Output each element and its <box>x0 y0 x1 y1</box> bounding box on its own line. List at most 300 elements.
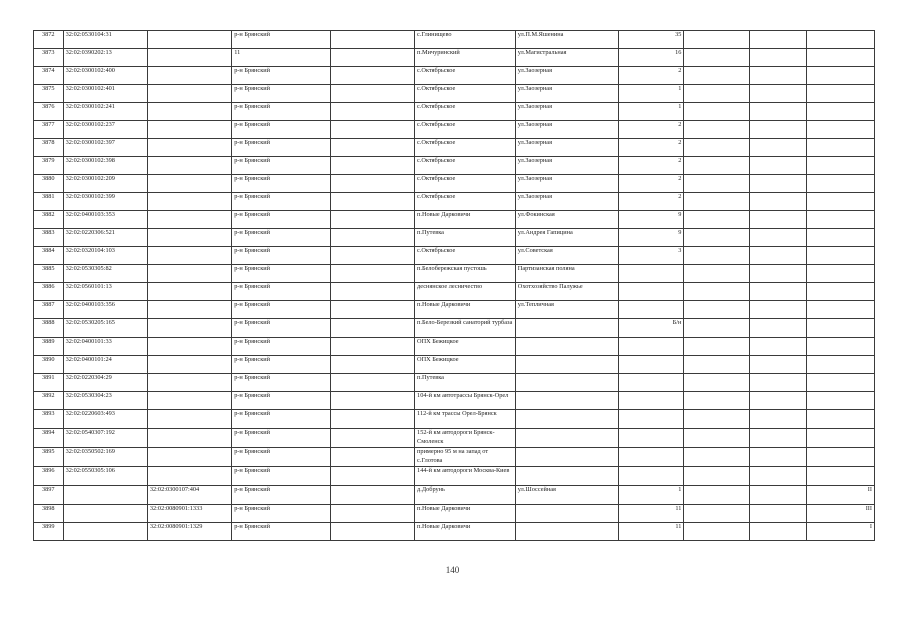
table-row <box>34 175 875 193</box>
extra-cell <box>807 157 875 175</box>
extra-cell <box>807 283 875 301</box>
street-cell: ул.Заозерная <box>515 67 618 85</box>
house-number-cell: Б/н <box>618 319 684 338</box>
cadastral-number-cell: 32:02:0530104:31 <box>63 31 147 49</box>
extra-cell <box>807 392 875 410</box>
extra-cell <box>807 467 875 486</box>
district-cell: р-н Брянский <box>232 374 331 392</box>
settlement-cell: ОПХ Бежицкое <box>415 338 516 356</box>
cadastral-number-alt-cell <box>147 121 231 139</box>
cadastral-number-alt-cell <box>147 392 231 410</box>
table-row <box>34 265 875 283</box>
street-cell <box>515 374 618 392</box>
blank-cell <box>684 103 750 121</box>
district-cell: р-н Брянский <box>232 448 331 467</box>
street-cell: ул.Заозерная <box>515 103 618 121</box>
blank-cell <box>750 229 807 247</box>
blank-cell <box>330 139 414 157</box>
cadastral-number-cell <box>63 523 147 541</box>
row-number-cell: 3878 <box>34 139 64 157</box>
district-cell: р-н Брянский <box>232 229 331 247</box>
cadastral-number-alt-cell <box>147 338 231 356</box>
settlement-cell: с.Октябрьское <box>415 103 516 121</box>
cadastral-number-cell: 32:02:0300102:400 <box>63 67 147 85</box>
district-cell: р-н Брянский <box>232 523 331 541</box>
house-number-cell: 2 <box>618 121 684 139</box>
district-cell: р-н Брянский <box>232 157 331 175</box>
blank-cell <box>330 85 414 103</box>
district-cell: р-н Брянский <box>232 121 331 139</box>
blank-cell <box>750 31 807 49</box>
house-number-cell: 1 <box>618 486 684 505</box>
street-cell <box>515 338 618 356</box>
blank-cell <box>330 410 414 429</box>
row-number-cell: 3898 <box>34 505 64 523</box>
blank-cell <box>684 31 750 49</box>
district-cell: р-н Брянский <box>232 283 331 301</box>
table-row <box>34 247 875 265</box>
blank-cell <box>330 338 414 356</box>
cadastral-number-cell: 32:02:0220304:29 <box>63 374 147 392</box>
blank-cell <box>330 49 414 67</box>
blank-cell <box>330 523 414 541</box>
extra-cell <box>807 247 875 265</box>
cadastral-number-cell: 32:02:0550305:106 <box>63 467 147 486</box>
blank-cell <box>684 467 750 486</box>
street-cell: ул.Андрея Гапицина <box>515 229 618 247</box>
street-cell: ул.П.М.Яшенина <box>515 31 618 49</box>
street-cell <box>515 505 618 523</box>
extra-cell <box>807 410 875 429</box>
extra-cell <box>807 103 875 121</box>
blank-cell <box>750 175 807 193</box>
house-number-cell <box>618 356 684 374</box>
extra-cell <box>807 356 875 374</box>
district-cell: р-н Брянский <box>232 247 331 265</box>
street-cell <box>515 448 618 467</box>
blank-cell <box>750 139 807 157</box>
street-cell <box>515 429 618 448</box>
cadastral-number-cell <box>63 505 147 523</box>
settlement-cell: п.Бело-Березкий санаторий турбаза <box>415 319 516 338</box>
house-number-cell <box>618 283 684 301</box>
extra-cell <box>807 85 875 103</box>
table-row <box>34 139 875 157</box>
blank-cell <box>684 392 750 410</box>
settlement-cell: п.Новые Дарковичи <box>415 523 516 541</box>
blank-cell <box>684 301 750 319</box>
cadastral-number-cell: 32:02:0400103:356 <box>63 301 147 319</box>
cadastral-number-cell: 32:02:0300102:397 <box>63 139 147 157</box>
row-number-cell: 3883 <box>34 229 64 247</box>
table-row <box>34 49 875 67</box>
blank-cell <box>330 175 414 193</box>
settlement-cell: с.Глинищево <box>415 31 516 49</box>
district-cell: р-н Брянский <box>232 103 331 121</box>
blank-cell <box>330 211 414 229</box>
blank-cell <box>684 356 750 374</box>
cadastral-number-alt-cell <box>147 448 231 467</box>
blank-cell <box>750 157 807 175</box>
cadastral-number-cell: 32:02:0300102:237 <box>63 121 147 139</box>
house-number-cell <box>618 301 684 319</box>
settlement-cell: 104-й км автотрассы Брянск-Орел <box>415 392 516 410</box>
street-cell: Партизанская поляна <box>515 265 618 283</box>
row-number-cell: 3893 <box>34 410 64 429</box>
house-number-cell: 11 <box>618 505 684 523</box>
cadastral-number-cell: 32:02:0320104:103 <box>63 247 147 265</box>
table-row <box>34 67 875 85</box>
row-number-cell: 3877 <box>34 121 64 139</box>
cadastral-number-cell: 32:02:0390202:13 <box>63 49 147 67</box>
street-cell <box>515 319 618 338</box>
extra-cell <box>807 193 875 211</box>
table-row <box>34 157 875 175</box>
cadastral-number-alt-cell <box>147 157 231 175</box>
page-number: 140 <box>445 565 460 575</box>
blank-cell <box>684 175 750 193</box>
table-row <box>34 374 875 392</box>
blank-cell <box>750 301 807 319</box>
house-number-cell <box>618 429 684 448</box>
street-cell <box>515 523 618 541</box>
blank-cell <box>750 265 807 283</box>
blank-cell <box>330 229 414 247</box>
blank-cell <box>330 247 414 265</box>
cadastral-number-cell: 32:02:0300102:398 <box>63 157 147 175</box>
street-cell: ул.Заозерная <box>515 193 618 211</box>
table-row <box>34 338 875 356</box>
blank-cell <box>684 247 750 265</box>
house-number-cell: 2 <box>618 139 684 157</box>
blank-cell <box>684 448 750 467</box>
blank-cell <box>750 67 807 85</box>
table-row <box>34 429 875 448</box>
row-number-cell: 3880 <box>34 175 64 193</box>
district-cell: р-н Брянский <box>232 319 331 338</box>
settlement-cell: с.Октябрьское <box>415 175 516 193</box>
table-row <box>34 392 875 410</box>
blank-cell <box>330 121 414 139</box>
district-cell: р-н Брянский <box>232 467 331 486</box>
settlement-cell: п.Мичуринский <box>415 49 516 67</box>
extra-cell <box>807 429 875 448</box>
extra-cell <box>807 319 875 338</box>
cadastral-number-cell: 32:02:0560101:13 <box>63 283 147 301</box>
cadastral-number-alt-cell: 32:02:0080901:1329 <box>147 523 231 541</box>
extra-cell <box>807 31 875 49</box>
cadastral-number-cell: 32:02:0530304:23 <box>63 392 147 410</box>
table-row <box>34 229 875 247</box>
row-number-cell: 3888 <box>34 319 64 338</box>
district-cell: 11 <box>232 49 331 67</box>
blank-cell <box>684 410 750 429</box>
house-number-cell <box>618 448 684 467</box>
table-row <box>34 283 875 301</box>
row-number-cell: 3894 <box>34 429 64 448</box>
cadastral-number-alt-cell <box>147 139 231 157</box>
cadastral-number-cell: 32:02:0220603:493 <box>63 410 147 429</box>
blank-cell <box>750 486 807 505</box>
row-number-cell: 3882 <box>34 211 64 229</box>
extra-cell <box>807 49 875 67</box>
blank-cell <box>684 265 750 283</box>
street-cell: ул.Фокинская <box>515 211 618 229</box>
table-row <box>34 410 875 429</box>
blank-cell <box>750 193 807 211</box>
blank-cell <box>750 121 807 139</box>
blank-cell <box>330 319 414 338</box>
house-number-cell: 16 <box>618 49 684 67</box>
cadastral-number-alt-cell <box>147 467 231 486</box>
cadastral-number-alt-cell <box>147 49 231 67</box>
settlement-cell: с.Октябрьское <box>415 247 516 265</box>
blank-cell <box>684 374 750 392</box>
blank-cell <box>684 193 750 211</box>
settlement-cell: с.Октябрьское <box>415 121 516 139</box>
blank-cell <box>750 283 807 301</box>
settlement-cell: с.Октябрьское <box>415 67 516 85</box>
blank-cell <box>684 523 750 541</box>
blank-cell <box>750 523 807 541</box>
table-row <box>34 211 875 229</box>
table-row <box>34 505 875 523</box>
street-cell: ул.Заозерная <box>515 85 618 103</box>
blank-cell <box>330 193 414 211</box>
blank-cell <box>330 301 414 319</box>
blank-cell <box>330 486 414 505</box>
blank-cell <box>330 374 414 392</box>
house-number-cell: 2 <box>618 193 684 211</box>
table-body <box>34 31 875 541</box>
cadastral-number-cell: 32:02:0300102:241 <box>63 103 147 121</box>
table-row <box>34 467 875 486</box>
blank-cell <box>684 319 750 338</box>
district-cell: р-н Брянский <box>232 193 331 211</box>
district-cell: р-н Брянский <box>232 139 331 157</box>
row-number-cell: 3887 <box>34 301 64 319</box>
house-number-cell <box>618 410 684 429</box>
house-number-cell <box>618 392 684 410</box>
cadastral-number-alt-cell <box>147 265 231 283</box>
street-cell: ул.Заозерная <box>515 139 618 157</box>
settlement-cell: примерно 95 м на запад от с.Глотова <box>415 448 516 467</box>
extra-cell <box>807 265 875 283</box>
street-cell: ул.Тепличная <box>515 301 618 319</box>
blank-cell <box>750 85 807 103</box>
blank-cell <box>330 67 414 85</box>
house-number-cell <box>618 338 684 356</box>
table-row <box>34 193 875 211</box>
settlement-cell: ОПХ Бежицкое <box>415 356 516 374</box>
table-row <box>34 85 875 103</box>
row-number-cell: 3872 <box>34 31 64 49</box>
blank-cell <box>684 157 750 175</box>
table-row <box>34 486 875 505</box>
settlement-cell: с.Октябрьское <box>415 139 516 157</box>
district-cell: р-н Брянский <box>232 338 331 356</box>
blank-cell <box>750 374 807 392</box>
blank-cell <box>330 392 414 410</box>
street-cell: ул.Заозерная <box>515 175 618 193</box>
street-cell: ул.Магистральная <box>515 49 618 67</box>
house-number-cell: 9 <box>618 229 684 247</box>
house-number-cell <box>618 265 684 283</box>
row-number-cell: 3886 <box>34 283 64 301</box>
blank-cell <box>684 505 750 523</box>
row-number-cell: 3879 <box>34 157 64 175</box>
table-row <box>34 121 875 139</box>
blank-cell <box>750 319 807 338</box>
table-row <box>34 523 875 541</box>
blank-cell <box>684 121 750 139</box>
street-cell: ул.Заозерная <box>515 157 618 175</box>
blank-cell <box>330 448 414 467</box>
cadastral-number-alt-cell <box>147 301 231 319</box>
cadastral-number-alt-cell <box>147 283 231 301</box>
blank-cell <box>330 157 414 175</box>
settlement-cell: 112-й км трассы Орел-Брянск <box>415 410 516 429</box>
settlement-cell: с.Октябрьское <box>415 193 516 211</box>
district-cell: р-н Брянский <box>232 265 331 283</box>
blank-cell <box>684 49 750 67</box>
district-cell: р-н Брянский <box>232 505 331 523</box>
row-number-cell: 3881 <box>34 193 64 211</box>
house-number-cell: 35 <box>618 31 684 49</box>
house-number-cell <box>618 467 684 486</box>
cadastral-number-cell: 32:02:0220306:521 <box>63 229 147 247</box>
cadastral-number-alt-cell <box>147 211 231 229</box>
blank-cell <box>750 467 807 486</box>
blank-cell <box>750 211 807 229</box>
blank-cell <box>684 139 750 157</box>
house-number-cell: 2 <box>618 157 684 175</box>
cadastral-number-alt-cell <box>147 247 231 265</box>
registry-table <box>33 30 875 541</box>
house-number-cell: 1 <box>618 103 684 121</box>
table-row <box>34 356 875 374</box>
blank-cell <box>750 247 807 265</box>
extra-cell <box>807 448 875 467</box>
street-cell: Охотхозяйство Палужье <box>515 283 618 301</box>
district-cell: р-н Брянский <box>232 31 331 49</box>
blank-cell <box>750 356 807 374</box>
district-cell: р-н Брянский <box>232 175 331 193</box>
cadastral-number-cell: 32:02:0400101:24 <box>63 356 147 374</box>
blank-cell <box>750 429 807 448</box>
settlement-cell: деснянское лесничество <box>415 283 516 301</box>
extra-cell <box>807 338 875 356</box>
cadastral-number-cell <box>63 486 147 505</box>
cadastral-number-alt-cell <box>147 85 231 103</box>
extra-cell: I <box>807 523 875 541</box>
blank-cell <box>330 467 414 486</box>
cadastral-number-cell: 32:02:0530205:165 <box>63 319 147 338</box>
blank-cell <box>750 49 807 67</box>
cadastral-number-alt-cell <box>147 410 231 429</box>
settlement-cell: д.Добрунь <box>415 486 516 505</box>
blank-cell <box>684 229 750 247</box>
cadastral-number-cell: 32:02:0300102:401 <box>63 85 147 103</box>
blank-cell <box>330 31 414 49</box>
extra-cell <box>807 229 875 247</box>
table-row <box>34 301 875 319</box>
district-cell: р-н Брянский <box>232 301 331 319</box>
blank-cell <box>750 448 807 467</box>
house-number-cell: 3 <box>618 247 684 265</box>
cadastral-number-alt-cell <box>147 193 231 211</box>
blank-cell <box>330 265 414 283</box>
row-number-cell: 3899 <box>34 523 64 541</box>
settlement-cell: п.Новые Дарковичи <box>415 505 516 523</box>
settlement-cell: п.Путевка <box>415 229 516 247</box>
house-number-cell: 1 <box>618 85 684 103</box>
cadastral-number-alt-cell <box>147 374 231 392</box>
house-number-cell: 2 <box>618 175 684 193</box>
row-number-cell: 3890 <box>34 356 64 374</box>
blank-cell <box>684 67 750 85</box>
blank-cell <box>684 429 750 448</box>
cadastral-number-alt-cell <box>147 356 231 374</box>
cadastral-number-cell: 32:02:0300102:209 <box>63 175 147 193</box>
blank-cell <box>684 211 750 229</box>
cadastral-number-cell: 32:02:0350502:169 <box>63 448 147 467</box>
blank-cell <box>750 505 807 523</box>
district-cell: р-н Брянский <box>232 211 331 229</box>
street-cell: ул.Заозерная <box>515 121 618 139</box>
row-number-cell: 3876 <box>34 103 64 121</box>
extra-cell: II <box>807 486 875 505</box>
house-number-cell: 9 <box>618 211 684 229</box>
cadastral-number-cell: 32:02:0400103:353 <box>63 211 147 229</box>
settlement-cell: 152-й км автодороги Брянск-Смоленск <box>415 429 516 448</box>
row-number-cell: 3892 <box>34 392 64 410</box>
district-cell: р-н Брянский <box>232 67 331 85</box>
cadastral-number-alt-cell <box>147 67 231 85</box>
extra-cell <box>807 67 875 85</box>
house-number-cell: 11 <box>618 523 684 541</box>
extra-cell <box>807 301 875 319</box>
row-number-cell: 3875 <box>34 85 64 103</box>
district-cell: р-н Брянский <box>232 356 331 374</box>
cadastral-number-alt-cell <box>147 175 231 193</box>
table-row <box>34 319 875 338</box>
street-cell <box>515 467 618 486</box>
street-cell <box>515 356 618 374</box>
cadastral-number-alt-cell <box>147 229 231 247</box>
cadastral-number-alt-cell <box>147 31 231 49</box>
cadastral-number-cell: 32:02:0540307:192 <box>63 429 147 448</box>
cadastral-number-cell: 32:02:0300102:399 <box>63 193 147 211</box>
cadastral-number-alt-cell <box>147 429 231 448</box>
blank-cell <box>330 505 414 523</box>
table-row <box>34 448 875 467</box>
table-row <box>34 103 875 121</box>
row-number-cell: 3884 <box>34 247 64 265</box>
settlement-cell: п.Новые Дарковичи <box>415 301 516 319</box>
blank-cell <box>684 486 750 505</box>
district-cell: р-н Брянский <box>232 410 331 429</box>
table-row <box>34 31 875 49</box>
blank-cell <box>330 429 414 448</box>
extra-cell <box>807 374 875 392</box>
row-number-cell: 3896 <box>34 467 64 486</box>
street-cell <box>515 410 618 429</box>
settlement-cell: с.Октябрьское <box>415 85 516 103</box>
blank-cell <box>330 283 414 301</box>
cadastral-number-alt-cell <box>147 103 231 121</box>
blank-cell <box>684 283 750 301</box>
